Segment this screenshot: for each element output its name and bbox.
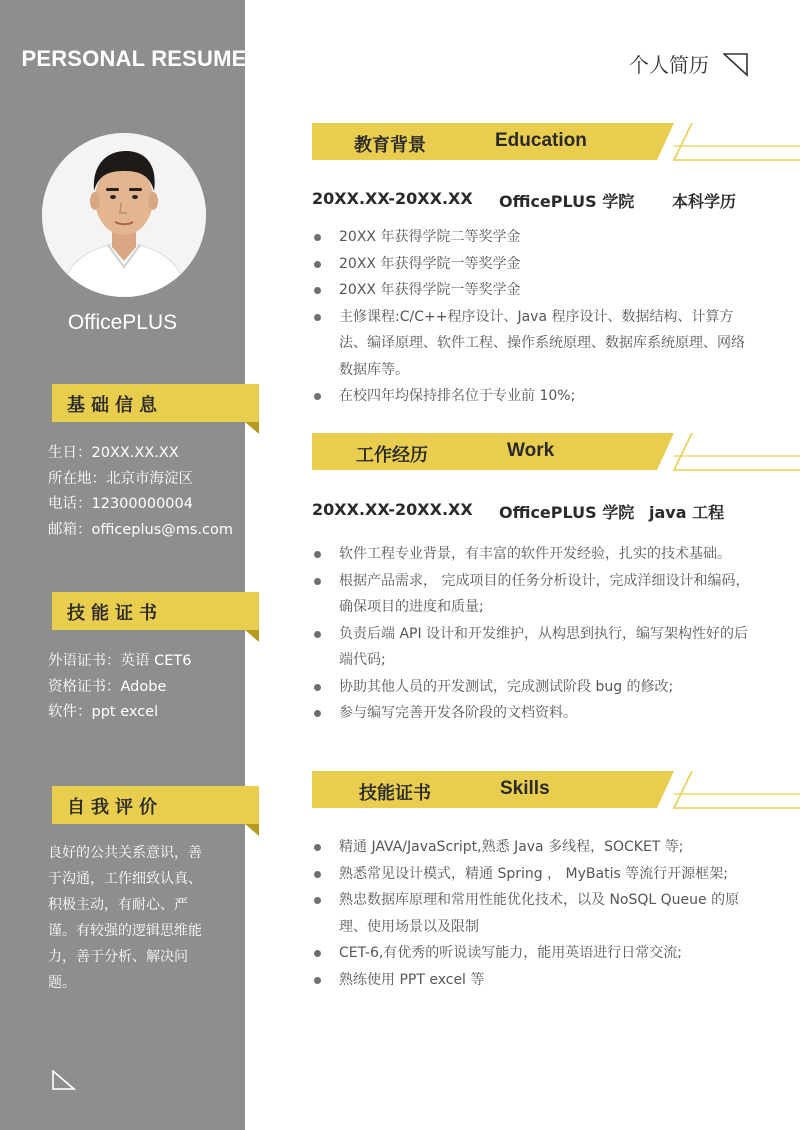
work-bullets xyxy=(312,541,757,727)
list-item: 根据产品需求， 完成项目的任务分析设计，完成洋细设计和编码，确保项目的进度和质量; xyxy=(312,568,757,621)
list-item: 熟忠数据库原理和常用性能优化技术，以及 NoSQL Queue 的原理、使用场景以及限制 xyxy=(312,887,757,940)
list-item: 协助其他人员的开发测试，完成测试阶段 bug 的修改; xyxy=(312,674,757,701)
work-position: java 工程 xyxy=(649,503,725,522)
cert-software: 软件：ppt excel xyxy=(48,704,159,720)
list-item: 20XX 年获得学院一等奖学金 xyxy=(312,251,757,278)
education-date: 20XX.XX-20XX.XX xyxy=(312,189,473,208)
work-company: OfficePLUS 学院 xyxy=(499,503,635,522)
section-label: 基础信息 xyxy=(67,395,163,416)
skills-bullets xyxy=(312,834,757,993)
list-item: 软件工程专业背景，有丰富的软件开发经验，扎实的技术基础。 xyxy=(312,541,757,568)
triangle-corner-icon xyxy=(723,53,749,77)
list-item: CET-6,有优秀的听说读写能力，能用英语进行日常交流; xyxy=(312,940,757,967)
avatar xyxy=(42,133,206,297)
fold-corner-icon xyxy=(245,422,259,434)
section-education xyxy=(312,123,800,163)
section-title-cn: 技能证书 xyxy=(359,783,431,804)
section-title-cn: 工作经历 xyxy=(356,445,428,466)
info-location: 所在地：北京市海淀区 xyxy=(48,470,193,487)
profile-name: OfficePLUS xyxy=(67,311,178,334)
cert-qualification: 资格证书：Adobe xyxy=(48,678,167,695)
cert-language: 外语证书：英语 CET6 xyxy=(48,653,192,669)
resume-title-cn: 个人简历 xyxy=(629,53,709,77)
work-date: 20XX.XX-20XX.XX xyxy=(312,500,473,519)
list-item: 熟练使用 PPT excel 等 xyxy=(312,967,757,994)
section-skills xyxy=(312,771,800,811)
list-item: 熟悉常见设计模式，精通 Spring ， MyBatis 等流行开源框架; xyxy=(312,861,757,888)
section-label: 技能证书 xyxy=(67,603,163,624)
person-photo-icon xyxy=(42,133,206,297)
section-title-en: Education xyxy=(495,130,587,151)
info-phone: 电话：12300000004 xyxy=(48,496,193,512)
list-item: 负责后端 API 设计和开发维护，从构思到执行，编写架构性好的后端代码; xyxy=(312,621,757,674)
info-birthday: 生日：20XX.XX.XX xyxy=(48,445,179,461)
list-item: 精通 JAVA/JavaScript,熟悉 Java 多线程，SOCKET 等; xyxy=(312,834,757,861)
fold-corner-icon xyxy=(245,824,259,836)
list-item: 主修课程:C/C++程序设计、Java 程序设计、数据结构、计算方法、编译原理、软件工程、操作系统原理、数据库系统原理、网络数据库等。 xyxy=(312,304,757,384)
section-basic-info xyxy=(52,384,259,422)
info-email: 邮箱：officeplus@ms.com xyxy=(48,521,234,538)
section-title-cn: 教育背景 xyxy=(354,135,426,156)
education-school: OfficePLUS 学院 xyxy=(499,192,635,211)
education-degree: 本科学历 xyxy=(672,192,737,211)
list-item: 20XX 年获得学院一等奖学金 xyxy=(312,277,757,304)
section-work xyxy=(312,433,800,473)
section-self-evaluation xyxy=(52,786,259,824)
basic-info-list xyxy=(48,441,233,543)
section-title-en: Work xyxy=(507,440,555,461)
resume-title-en: PERSONAL RESUME xyxy=(21,46,247,71)
section-label: 自我评价 xyxy=(67,797,163,818)
triangle-corner-icon xyxy=(52,1070,76,1090)
education-bullets xyxy=(312,224,757,410)
certificates-list xyxy=(48,649,191,726)
sidebar xyxy=(0,0,245,1130)
list-item: 在校四年均保持排名位于专业前 10%; xyxy=(312,383,757,410)
fold-corner-icon xyxy=(245,630,259,642)
list-item: 参与编写完善开发各阶段的文档资料。 xyxy=(312,700,757,727)
self-evaluation-text: 良好的公共关系意识，善于沟通，工作细致认真、积极主动，有耐心、严谨。有较强的逻辑思维能力，善于分析、解决问题。 xyxy=(48,845,202,991)
section-certificates xyxy=(52,592,259,630)
section-title-en: Skills xyxy=(500,778,550,799)
list-item: 20XX 年获得学院二等奖学金 xyxy=(312,224,757,251)
